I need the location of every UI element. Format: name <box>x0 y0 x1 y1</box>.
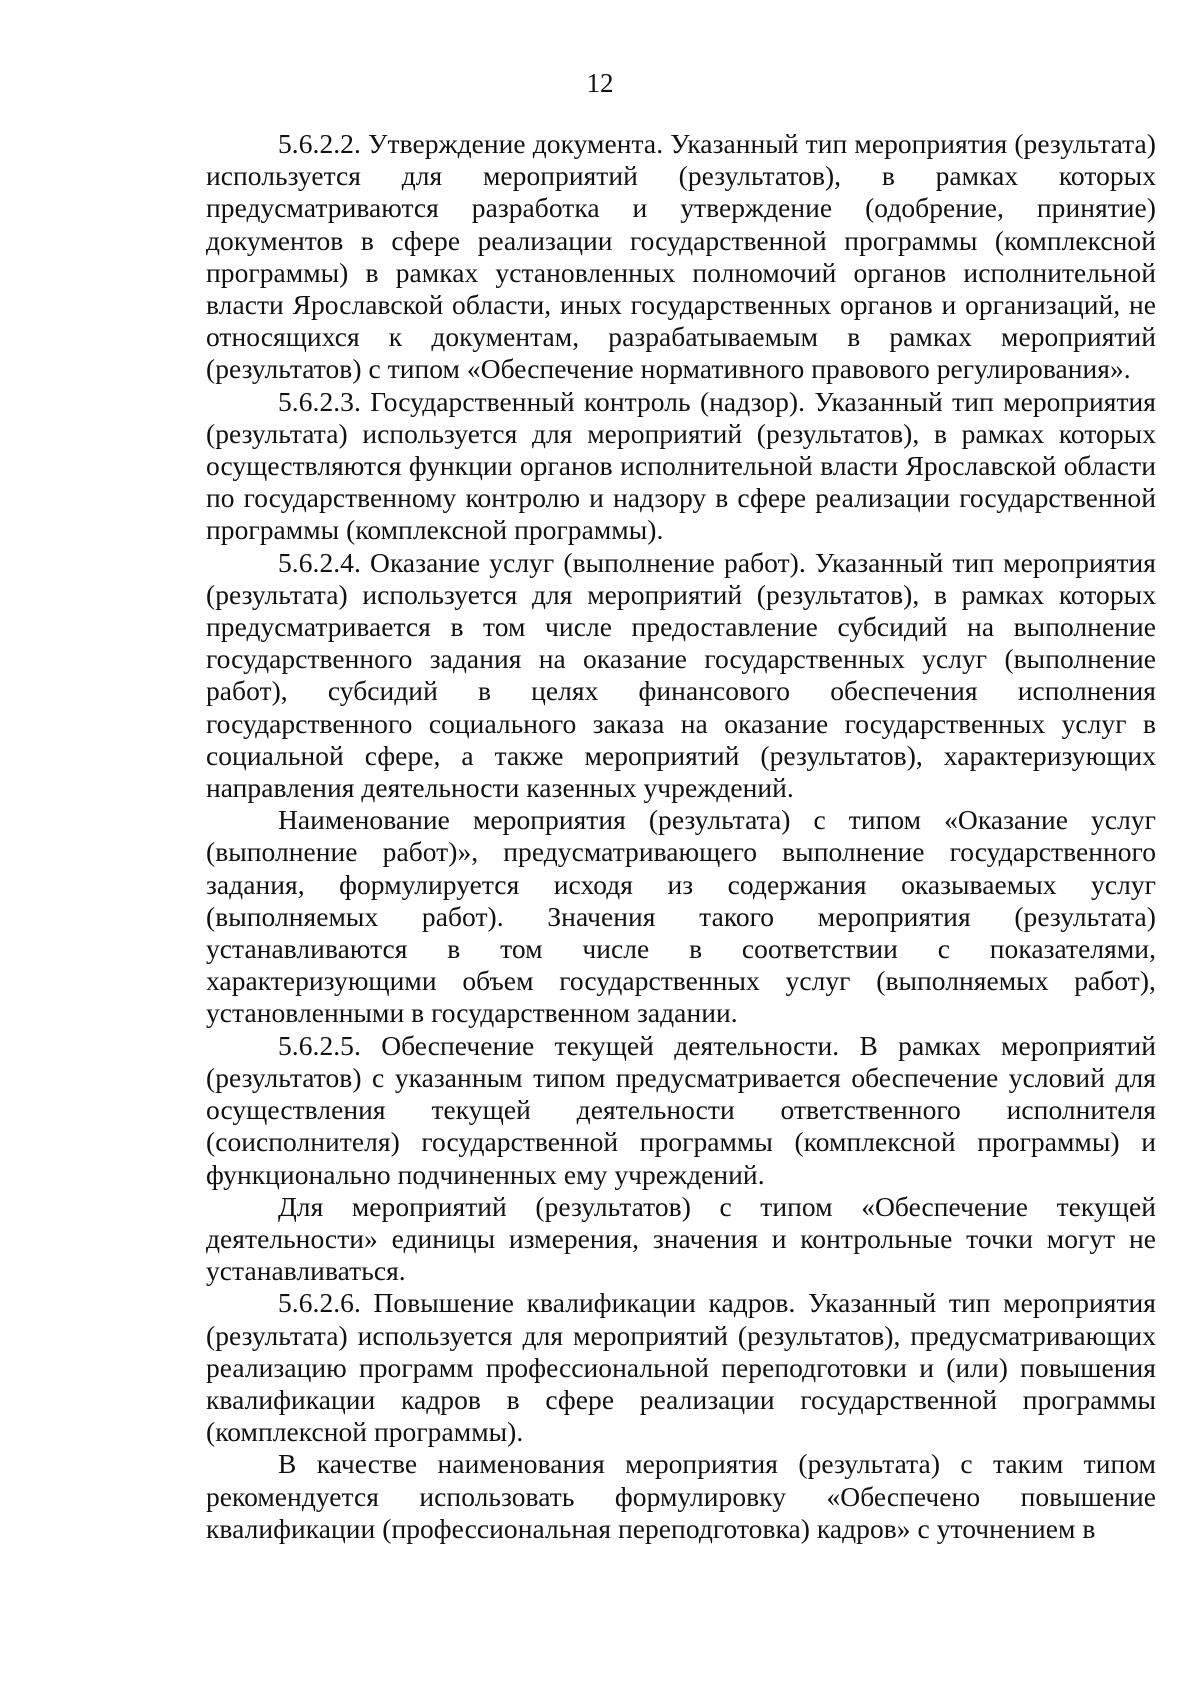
paragraph-5-6-2-6: 5.6.2.6. Повышение квалификации кадров. Указанный тип мероприятия (результата) используется для мероприятий (результатов), предусматривающих реализацию программ профессиональной переподготовки и (или) повышения квалификации кадров в сфере реализации государственной программы (комплексной программы). <box>206 1287 1156 1448</box>
page-number: 12 <box>586 68 614 98</box>
paragraph-5-6-2-4: 5.6.2.4. Оказание услуг (выполнение работ). Указанный тип мероприятия (результата) используется для мероприятий (результатов), в рамках которых предусматривается в том числе предоставление субсидий на выполнение государственного задания на оказание государственных услуг (выполнение работ), субсидий в целях финансового обеспечения исполнения государственного социального заказа на оказание государственных услуг в социальной сфере, а также мероприятий (результатов), характеризующих направления деятельности казенных учреждений. <box>206 546 1156 804</box>
paragraph-training-naming: В качестве наименования мероприятия (результата) с таким типом рекомендуется использовать формулировку «Обеспечено повышение квалификации (профессиональная переподготовка) кадров» с уточнением в <box>206 1448 1156 1544</box>
paragraph-service-naming: Наименование мероприятия (результата) с типом «Оказание услуг (выполнение работ)», предусматривающего выполнение государственного задания, формулируется исходя из содержания оказываемых услуг (выполняемых работ). Значения такого мероприятия (результата) устанавливаются в том числе в соответствии с показателями, характеризующими объем государственных услуг (выполняемых работ), установленными в государственном задании. <box>206 804 1156 1029</box>
paragraph-5-6-2-3: 5.6.2.3. Государственный контроль (надзор). Указанный тип мероприятия (результата) используется для мероприятий (результатов), в рамках которых осуществляются функции органов исполнительной власти Ярославской области по государственному контролю и надзору в сфере реализации государственной программы (комплексной программы). <box>206 385 1156 546</box>
document-body <box>206 128 1156 1545</box>
paragraph-current-activity-note: Для мероприятий (результатов) с типом «Обеспечение текущей деятельности» единицы измерения, значения и контрольные точки могут не устанавливаться. <box>206 1190 1156 1287</box>
paragraph-5-6-2-2: 5.6.2.2. Утверждение документа. Указанный тип мероприятия (результата) используется для мероприятий (результатов), в рамках которых предусматриваются разработка и утверждение (одобрение, принятие) документов в сфере реализации государственной программы (комплексной программы) в рамках установленных полномочий органов исполнительной власти Ярославской области, иных государственных органов и организаций, не относящихся к документам, разрабатываемым в рамках мероприятий (результатов) с типом «Обеспечение нормативного правового регулирования». <box>206 128 1156 385</box>
paragraph-5-6-2-5: 5.6.2.5. Обеспечение текущей деятельности. В рамках мероприятий (результатов) с указанным типом предусматривается обеспечение условий для осуществления текущей деятельности ответственного исполнителя (соисполнителя) государственной программы (комплексной программы) и функционально подчиненных ему учреждений. <box>206 1029 1156 1190</box>
